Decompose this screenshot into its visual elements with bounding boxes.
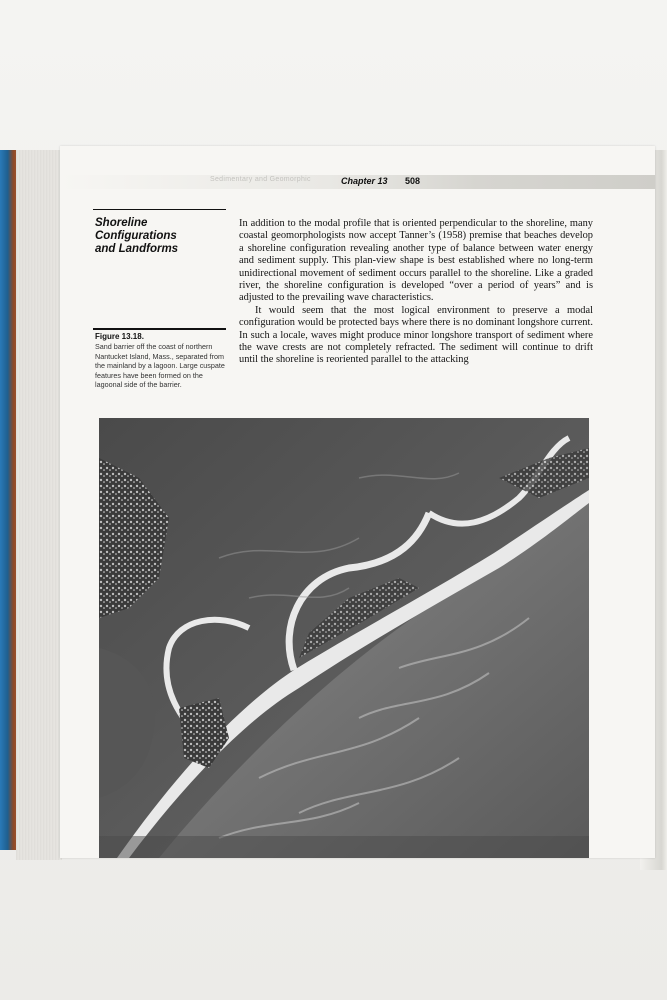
body-paragraph: It would seem that the most logical environment to preserve a modal configuration would be protected bays where there is no dominant longshore current. In such a locale, waves might produce minor longshore transport of sediment where the wave crests are not completely refracted. The sediment will continue to drift until the shoreline is reoriented parallel to the attacking <box>239 304 593 366</box>
page-number: 508 <box>405 176 421 186</box>
section-heading-line: and Landforms <box>95 243 179 255</box>
section-heading-line: Shoreline <box>95 217 148 229</box>
body-paragraph: In addition to the modal profile that is oriented perpendicular to the shoreline, many coastal geomorphologists now accept Tanner’s (1958) premise that beaches develop a shoreline configuration revealing another type of balance between water energy and sediment supply. This plan-view shape is best established where no long-term unidirectional movement of sediment occurs parallel to the shoreline. Like a graded river, the shoreline configuration is developed “over a period of years” and is adjusted to the prevailing wave characteristics. <box>239 218 593 304</box>
book-page <box>60 146 655 858</box>
body-text <box>239 218 593 367</box>
figure-label: Figure 13.18. <box>95 332 144 341</box>
figure-caption: Sand barrier off the coast of northern Nantucket Island, Mass., separated from the mainland by a lagoon. Large cuspate features have been formed on the lagoonal side of the barrier. <box>95 342 225 390</box>
running-header-ghost-text: Sedimentary and Geomorphic <box>210 176 311 183</box>
section-rule <box>93 209 226 210</box>
chapter-label: Chapter 13 <box>341 176 388 186</box>
section-heading-line: Configurations <box>95 230 177 242</box>
figure-rule <box>93 328 226 330</box>
aerial-photo-icon <box>99 418 589 858</box>
section-heading <box>95 217 235 256</box>
page-stack-edges <box>16 150 62 860</box>
